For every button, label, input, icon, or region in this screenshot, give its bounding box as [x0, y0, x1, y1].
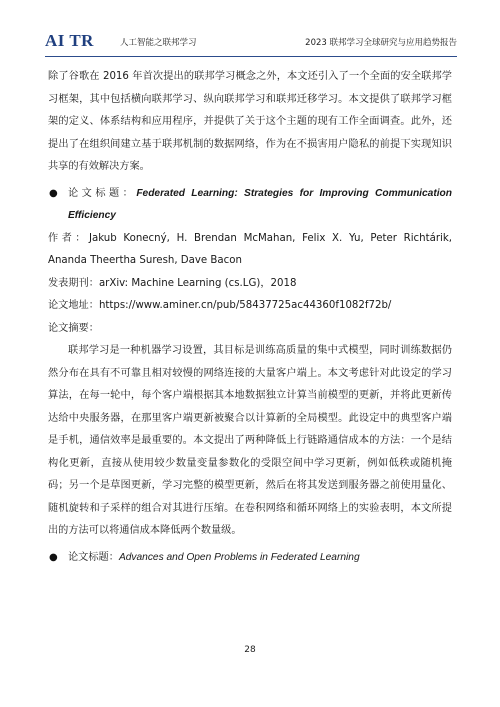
paper2-title-label: 论文标题：: [68, 551, 119, 563]
paper1-authors-value: Jakub Konecný, H. Brendan McMahan, Felix X. Yu, Peter Richtárik, Ananda Theertha Suresh, Dave Bacon: [48, 232, 452, 266]
paper1-url-link[interactable]: https://www.aminer.cn/pub/58437725ac44360f1082f72b/: [98, 300, 392, 311]
paper2-title-item: [48, 547, 452, 570]
paper1-abstract: 联邦学习是一种机器学习设置，其目标是训练高质量的集中式模型，同时训练数据仍然分布在具有不可靠且相对较慢的网络连接的大量客户端上。本文考虑针对此设定的学习算法，在每一轮中，每个客户端根据其本地数据独立计算当前模型的更新，并将此更新传达给中央服务器，在那里客户端更新被聚合以计算新的全局模型。此设定中的典型客户端是手机，通信效率是最重要的。本文提出了两种降低上行链路通信成本的方法：一个是结构化更新，直接从使用较少数量变量参数化的受限空间中学习更新，例如低秩或随机掩码；另一个是草图更新，学习完整的模型更新，然后在将其发送到服务器之前使用量化、随机旋转和子采样的组合对其进行压缩。在卷积网络和循环网络上的实验表明，本文所提出的方法可以将通信成本降低两个数量级。: [48, 345, 452, 536]
page-content: [48, 66, 452, 569]
paper1-url-label: 论文地址：: [48, 300, 99, 311]
paper2-title: Advances and Open Problems in Federated Learning: [118, 551, 360, 563]
report-title: 2023 联邦学习全球研究与应用趋势报告: [305, 38, 457, 48]
paper1-authors: [48, 228, 452, 273]
paper1-title: Federated Learning: Strategies for Improving Communication Efficiency: [68, 187, 452, 221]
paper1-url-line: [48, 295, 452, 318]
bullet-icon: ●: [49, 551, 58, 563]
page-number: 28: [244, 645, 256, 655]
intro-paragraph: 除了谷歌在 2016 年首次提出的联邦学习概念之外，本文还引入了一个全面的安全联邦学习框架，其中包括横向联邦学习、纵向联邦学习和联邦迁移学习。本文提供了联邦学习框架的定义、体系结构和应用程序，并提供了关于这个主题的现有工作全面调查。此外，还提出了在组织间建立基于联邦机制的数据网络，作为在不损害用户隐私的前提下实现知识共享的有效解决方案。: [48, 71, 452, 172]
paper1-authors-label: 作者：: [48, 232, 89, 244]
bullet-icon: ●: [49, 187, 58, 199]
paper1-title-item: [48, 183, 452, 228]
paper1-venue-value: arXiv: Machine Learning (cs.LG)，2018: [98, 277, 297, 289]
aitr-logo: AI TR: [45, 31, 94, 50]
page-header: [45, 30, 457, 57]
paper1-title-label: 论文标题：: [68, 187, 137, 199]
paper1-venue-label: 发表期刊：: [48, 277, 99, 289]
paper1-venue: [48, 273, 452, 296]
paper1-abstract-label: 论文摘要：: [48, 322, 99, 334]
brand-name: 人工智能之联邦学习: [120, 38, 197, 48]
